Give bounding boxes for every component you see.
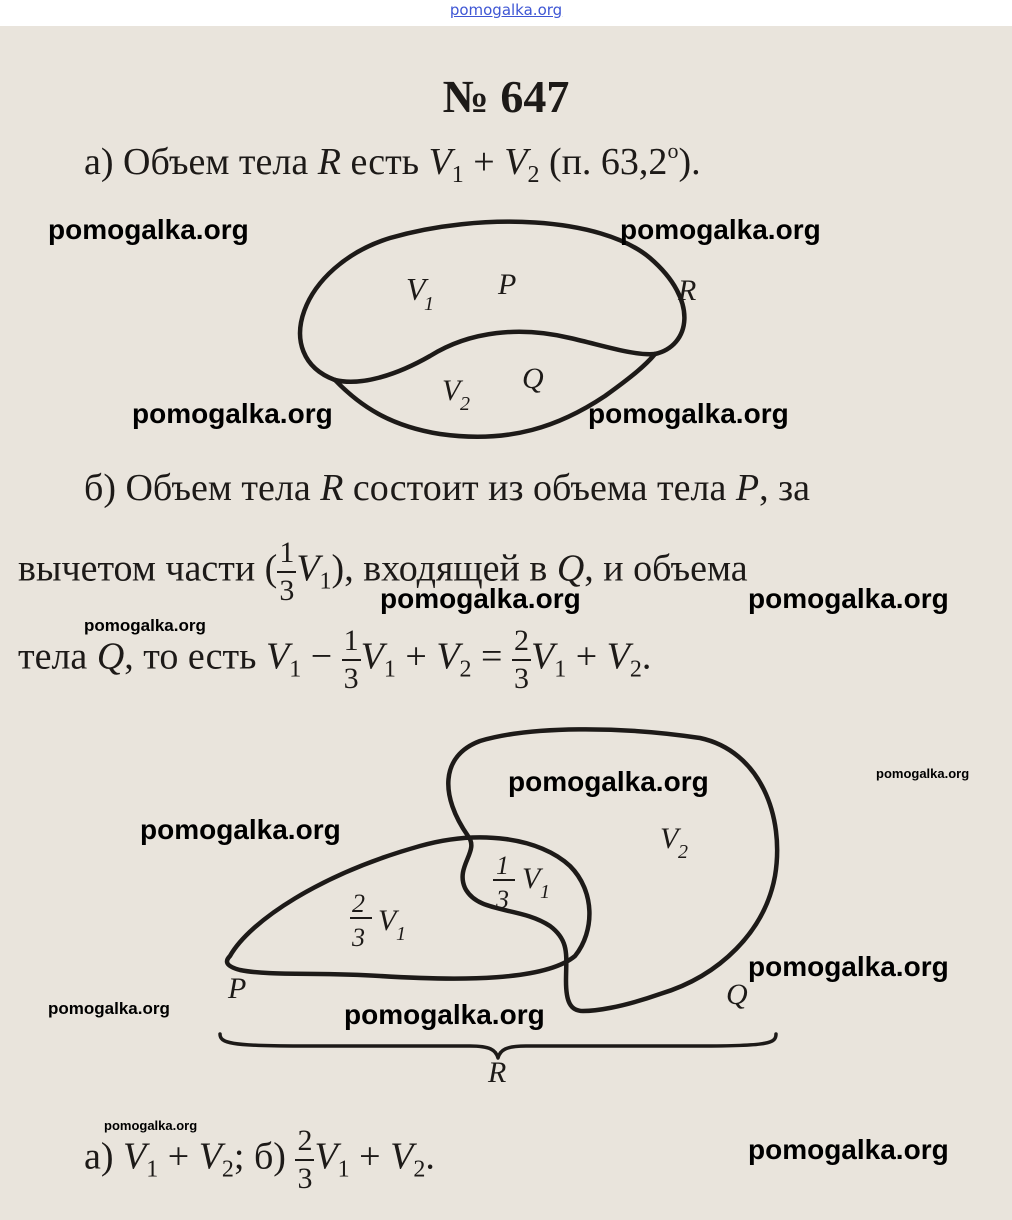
watermark: pomogalka.org: [748, 583, 949, 614]
outline-P: [227, 837, 589, 978]
watermark: pomogalka.org: [48, 214, 249, 245]
fraction-two-thirds: $\frac{2}{3}$: [513, 624, 529, 695]
frac-denominator: 3: [496, 885, 509, 914]
label-P: P: [228, 972, 247, 1005]
problem-number: № 647: [442, 71, 570, 122]
answer-line: а) $V_1 + V_2$; б) $\frac{2}{3}$ $V_1 + V_2$.: [84, 1124, 435, 1195]
fraction-one-third: $\frac{1}{3}$: [343, 624, 359, 695]
label-sub: 1: [540, 881, 550, 903]
part-b-line-1: б) Объем тела R состоит из объема тела P, за: [84, 467, 810, 509]
label-Q: Q: [522, 362, 544, 395]
label-V: V: [442, 374, 461, 407]
label-sub: 1: [424, 293, 434, 315]
part-a-line: а) Объем тела R есть $V_1 + V_2$ (п. $63,2^о$).: [84, 138, 701, 188]
watermark: pomogalka.org: [380, 583, 581, 614]
watermark: pomogalka.org: [748, 1134, 949, 1165]
watermark: pomogalka.org: [588, 398, 789, 429]
watermark: pomogalka.org: [748, 951, 949, 982]
fraction-two-thirds: $\frac{2}{3}$: [297, 1124, 313, 1195]
label-V: V: [406, 271, 426, 307]
label-P: P: [498, 268, 517, 301]
fraction-one-third: $\frac{1}{3}$: [279, 536, 295, 607]
watermark: pomogalka.org: [104, 1118, 198, 1133]
watermark: pomogalka.org: [84, 616, 206, 635]
label-Q: Q: [726, 978, 748, 1011]
label-V: V: [522, 862, 541, 895]
part-b-line-2: вычетом части ( $\frac{1}{3}$ $V_1$), входящей в Q, и объема: [18, 536, 748, 607]
part-b-line-3: тела Q, то есть $V_1$ − $\frac{1}{3}$ $V_1 + V_2$ = $\frac{2}{3}$ $V_1 + V_2$.: [18, 624, 652, 695]
watermark: pomogalka.org: [876, 766, 970, 781]
watermark: pomogalka.org: [344, 999, 545, 1030]
frac-numerator: 2: [352, 889, 365, 918]
label-sub: 2: [460, 393, 470, 415]
watermark: pomogalka.org: [140, 814, 341, 845]
frac-numerator: 1: [496, 851, 509, 880]
label-R: R: [488, 1056, 507, 1089]
label-R: R: [678, 274, 697, 307]
site-link[interactable]: pomogalka.org: [449, 1, 563, 19]
watermark: pomogalka.org: [48, 999, 170, 1018]
brace-R: [220, 1034, 776, 1058]
textbook-page: [0, 26, 1012, 1220]
watermark: pomogalka.org: [620, 214, 821, 245]
label-V: V: [378, 904, 397, 937]
label-sub: 1: [396, 923, 406, 945]
outline-dividing-curve: [335, 332, 655, 382]
watermark: pomogalka.org: [132, 398, 333, 429]
watermark: pomogalka.org: [508, 766, 709, 797]
label-sub: 2: [678, 841, 688, 863]
frac-denominator: 3: [352, 923, 365, 952]
label-V: V: [660, 822, 679, 855]
diagram-1-labels: [406, 268, 696, 415]
